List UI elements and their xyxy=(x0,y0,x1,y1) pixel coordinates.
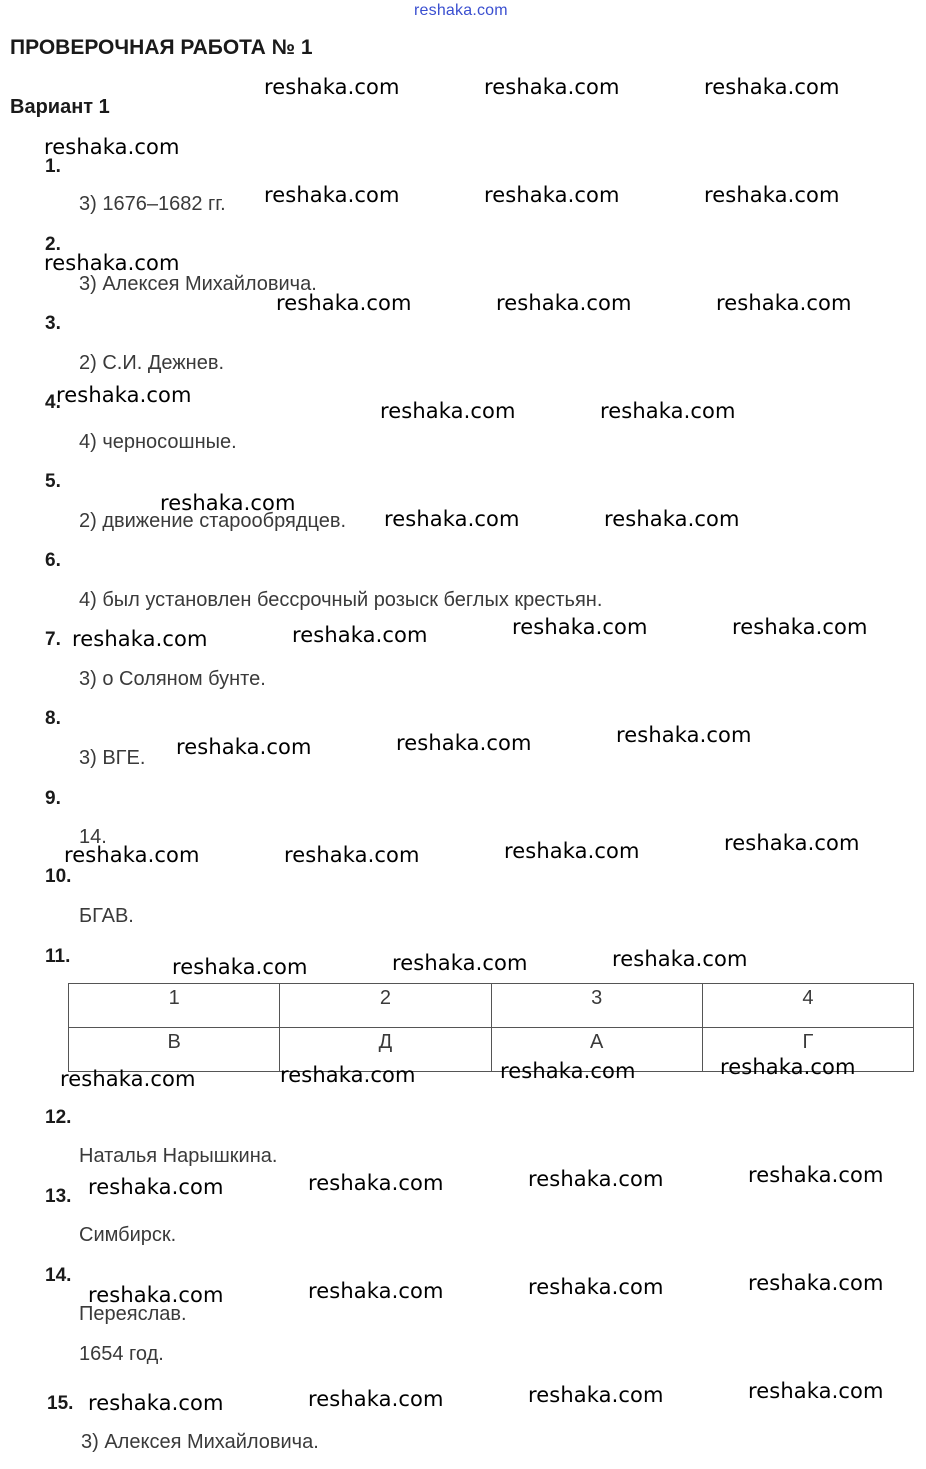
answer-2: 3) Алексея Михайловича. xyxy=(79,273,317,295)
table-header-cell: 2 xyxy=(280,984,491,1028)
watermark: reshaka.com xyxy=(528,1275,664,1299)
watermark: reshaka.com xyxy=(56,383,192,407)
question-number-8: 8. xyxy=(45,708,61,729)
answer-1: 3) 1676–1682 гг. xyxy=(79,193,226,215)
watermark: reshaka.com xyxy=(64,843,200,867)
watermark: reshaka.com xyxy=(504,839,640,863)
answer-5: 2) движение старообрядцев. xyxy=(79,510,347,532)
page-title: ПРОВЕРОЧНАЯ РАБОТА № 1 xyxy=(10,36,313,59)
site-label[interactable]: reshaka.com xyxy=(414,2,508,19)
question-number-13: 13. xyxy=(45,1186,72,1207)
question-number-4: 4. xyxy=(45,392,61,413)
watermark: reshaka.com xyxy=(72,627,208,651)
watermark: reshaka.com xyxy=(720,1055,856,1079)
watermark: reshaka.com xyxy=(496,291,632,315)
table-cell: В xyxy=(69,1028,280,1072)
variant-heading: Вариант 1 xyxy=(10,96,110,118)
watermark: reshaka.com xyxy=(704,183,840,207)
watermark: reshaka.com xyxy=(484,183,620,207)
watermark: reshaka.com xyxy=(88,1175,224,1199)
watermark: reshaka.com xyxy=(716,291,852,315)
question-number-6: 6. xyxy=(45,550,61,571)
table-cell: А xyxy=(491,1028,702,1072)
answer-9: 14. xyxy=(79,826,107,848)
watermark: reshaka.com xyxy=(44,135,180,159)
watermark: reshaka.com xyxy=(500,1059,636,1083)
table-header-cell: 1 xyxy=(69,984,280,1028)
watermark: reshaka.com xyxy=(392,951,528,975)
watermark: reshaka.com xyxy=(264,183,400,207)
question-number-15: 15. xyxy=(47,1393,74,1414)
watermark: reshaka.com xyxy=(292,623,428,647)
answer-8: 3) ВГЕ. xyxy=(79,747,146,769)
watermark: reshaka.com xyxy=(88,1391,224,1415)
question-number-12: 12. xyxy=(45,1107,72,1128)
watermark: reshaka.com xyxy=(308,1279,444,1303)
answer-14: Переяслав. xyxy=(79,1303,187,1325)
question-number-2: 2. xyxy=(45,234,61,255)
question-number-5: 5. xyxy=(45,471,61,492)
watermark: reshaka.com xyxy=(380,399,516,423)
table-header-cell: 4 xyxy=(702,984,913,1028)
watermark: reshaka.com xyxy=(44,251,180,275)
watermark: reshaka.com xyxy=(528,1383,664,1407)
table-cell: Г xyxy=(702,1028,913,1072)
watermark: reshaka.com xyxy=(612,947,748,971)
answer-4: 4) черносошные. xyxy=(79,431,237,453)
question-number-3: 3. xyxy=(45,313,61,334)
watermark: reshaka.com xyxy=(396,731,532,755)
question-number-7: 7. xyxy=(45,629,61,650)
watermark: reshaka.com xyxy=(308,1171,444,1195)
watermark: reshaka.com xyxy=(160,491,296,515)
watermark: reshaka.com xyxy=(280,1063,416,1087)
answer-7: 3) о Соляном бунте. xyxy=(79,668,266,690)
watermark: reshaka.com xyxy=(600,399,736,423)
watermark: reshaka.com xyxy=(484,75,620,99)
watermark: reshaka.com xyxy=(748,1271,884,1295)
watermark: reshaka.com xyxy=(748,1163,884,1187)
answer-3: 2) С.И. Дежнев. xyxy=(79,352,224,374)
question-number-11: 11. xyxy=(45,946,71,967)
watermark: reshaka.com xyxy=(60,1067,196,1091)
answer-6: 4) был установлен бессрочный розыск беглых крестьян. xyxy=(79,589,603,611)
watermark: reshaka.com xyxy=(528,1167,664,1191)
question-number-9: 9. xyxy=(45,788,61,809)
watermark: reshaka.com xyxy=(276,291,412,315)
answer-14-year: 1654 год. xyxy=(79,1343,164,1365)
watermark: reshaka.com xyxy=(748,1379,884,1403)
answer-12: Наталья Нарышкина. xyxy=(79,1145,278,1167)
watermark: reshaka.com xyxy=(512,615,648,639)
watermark: reshaka.com xyxy=(604,507,740,531)
table-header-cell: 3 xyxy=(491,984,702,1028)
table-cell: Д xyxy=(280,1028,491,1072)
question-number-10: 10. xyxy=(45,866,72,887)
watermark: reshaka.com xyxy=(732,615,868,639)
question-number-14: 14. xyxy=(45,1265,72,1286)
answer-15: 3) Алексея Михайловича. xyxy=(81,1431,319,1453)
watermark: reshaka.com xyxy=(284,843,420,867)
watermark: reshaka.com xyxy=(176,735,312,759)
watermark: reshaka.com xyxy=(264,75,400,99)
watermark: reshaka.com xyxy=(172,955,308,979)
watermark: reshaka.com xyxy=(616,723,752,747)
answer-10: БГАВ. xyxy=(79,905,134,927)
question-number-1: 1. xyxy=(45,156,61,177)
watermark: reshaka.com xyxy=(704,75,840,99)
watermark: reshaka.com xyxy=(88,1283,224,1307)
watermark: reshaka.com xyxy=(384,507,520,531)
answer-13: Симбирск. xyxy=(79,1224,177,1246)
watermark: reshaka.com xyxy=(308,1387,444,1411)
table-header-row xyxy=(69,984,914,1028)
watermark: reshaka.com xyxy=(724,831,860,855)
